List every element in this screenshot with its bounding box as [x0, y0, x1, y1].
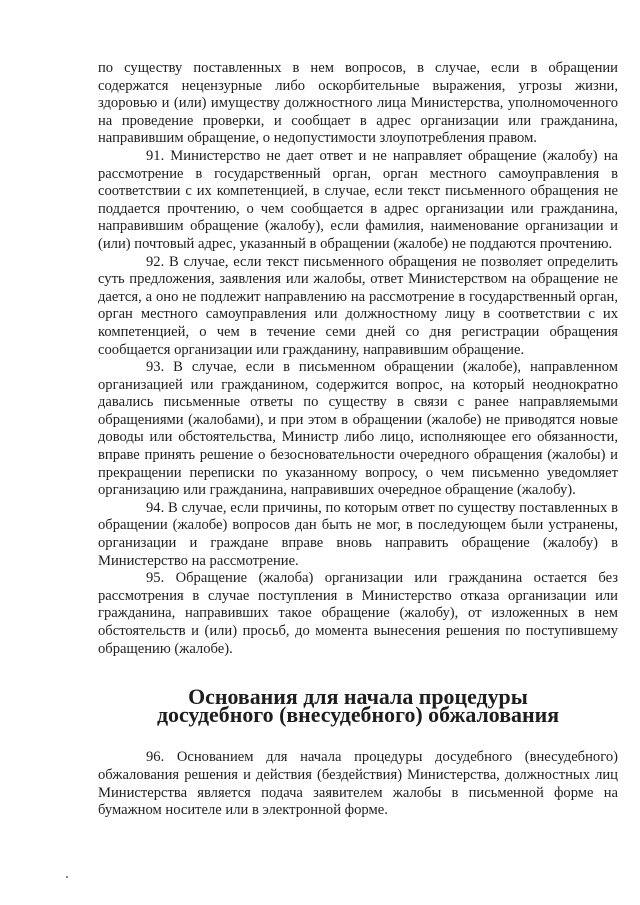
paragraph-92: 92. В случае, если текст письменного обращения не позволяет определить суть предложения, заявления или жалобы, ответ Министерством на обращение не дается, а оно не подлежит направлению на рассмотрение в государственный орган, орган местного самоуправления или должностному лицу в соответствии с их компетенцией, о чем в течение семи дней со дня регистрации обращения сообщается организации или гражданину, направившим обращение.	[98, 253, 618, 358]
paragraph-94: 94. В случае, если причины, по которым ответ по существу поставленных в обращении (жалобе) вопросов дан быть не мог, в последующем были устранены, организации и граждане вправе вновь направить обращение (жалобу) в Министерство на рассмотрение.	[98, 499, 618, 569]
scan-speck	[66, 876, 68, 878]
paragraph-91: 91. Министерство не дает ответ и не направляет обращение (жалобу) на рассмотрение в государственный орган, орган местного самоуправления в соответствии с их компетенцией, в случае, если текст письменного обращения не поддается прочтению, о чем сообщается в адрес организации или гражданина, направившим обращение (жалобу), если фамилия, наименование организации и (или) почтовый адрес, указанный в обращении (жалобе) не поддаются прочтению.	[98, 147, 618, 252]
document-page	[98, 60, 618, 820]
paragraph-continuation: по существу поставленных в нем вопросов, в случае, если в обращении содержатся нецензурные либо оскорбительные выражения, угрозы жизни, здоровью и (или) имуществу должностного лица Министерства, уполномоченного на проведение проверки, и сообщает в адрес организации или гражданина, направившим обращение, о недопустимости злоупотребления правом.	[98, 60, 618, 147]
paragraph-93: 93. В случае, если в письменном обращении (жалобе), направленном организацией или гражданином, содержится вопрос, на который неоднократно давались письменные ответы по существу в связи с ранее направляемыми обращениями (жалобами), и при этом в обращении (жалобе) не приводятся новые доводы или обстоятельства, Министр либо лицо, исполняющее его обязанности, вправе принять решение о безосновательности очередного обращения (жалобы) и прекращении переписки по указанному вопросу, о чем письменно уведомляет организацию или гражданина, направивших очередное обращение (жалобу).	[98, 359, 618, 499]
paragraph-95: 95. Обращение (жалоба) организации или гражданина остается без рассмотрения в случае поступления в Министерство отказа организации или гражданина, направивших такое обращение (жалобу), от изложенных в нем обстоятельств и (или) просьб, до момента вынесения решения по поступившему обращению (жалобе).	[98, 570, 618, 657]
section-heading: Основания для начала процедуры досудебного (внесудебного) обжалования	[156, 684, 560, 727]
paragraph-96: 96. Основанием для начала процедуры досудебного (внесудебного) обжалования решения и действия (бездействия) Министерства, должностных лиц Министерства является подача заявителем жалобы в письменной форме на бумажном носителе или в электронной форме.	[98, 749, 618, 819]
